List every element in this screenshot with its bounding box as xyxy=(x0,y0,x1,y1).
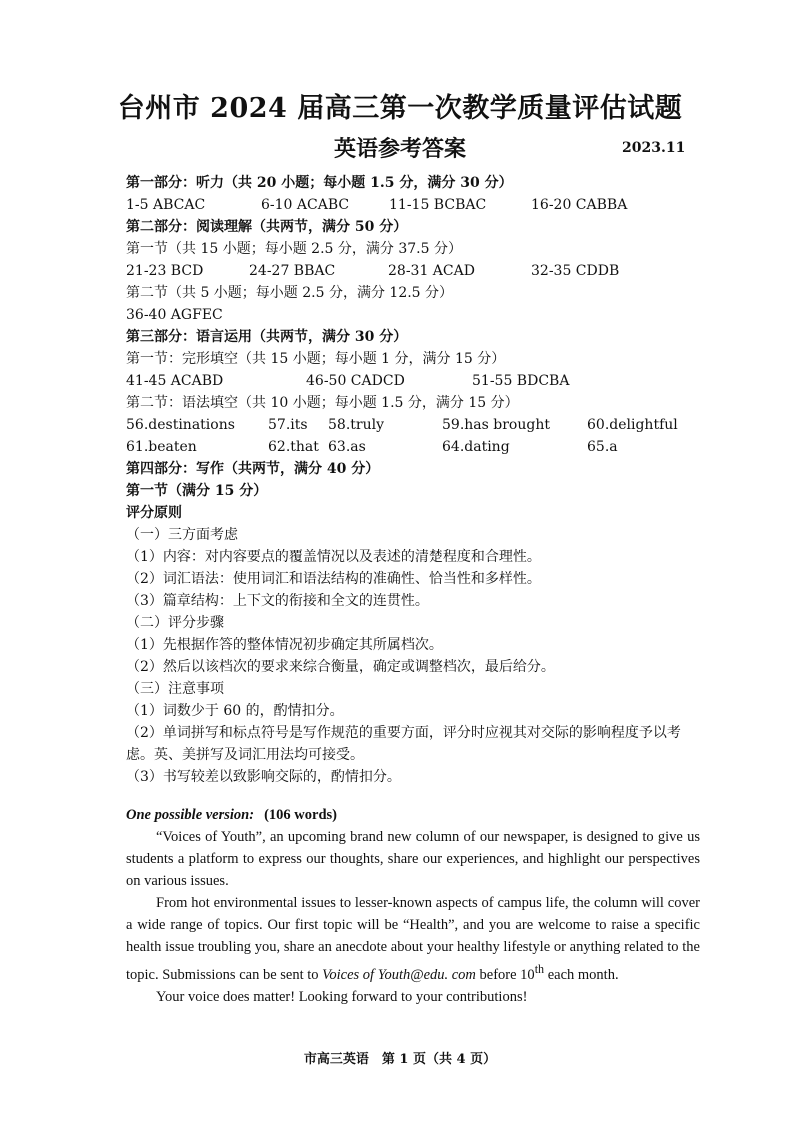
grammar-answers-row-1 xyxy=(126,414,706,436)
page-title: 台州市 2024 届高三第一次教学质量评估试题 xyxy=(117,93,683,124)
part3-section2-heading: 第二节：语法填空（共 10 小题；每小题 1.5 分，满分 15 分） xyxy=(126,395,519,411)
criteria-line: （1）词数少于 60 的，酌情扣分。 xyxy=(126,703,344,719)
criteria-line: （3）书写较差以致影响交际的，酌情扣分。 xyxy=(126,769,401,785)
part1-heading: 第一部分：听力（共 20 小题；每小题 1.5 分，满分 30 分） xyxy=(126,175,513,191)
answer-content xyxy=(126,172,706,788)
criteria-line: （2）词汇语法：使用词汇和语法结构的准确性、恰当性和多样性。 xyxy=(126,571,541,587)
grammar-answers-row-2 xyxy=(126,436,706,458)
grammar-answer: 57.its xyxy=(268,417,308,433)
grammar-answer: 63.as xyxy=(328,439,366,455)
essay-paragraph-1: “Voices of Youth”, an upcoming brand new column of our newspaper, is designed to give us students a platform to express our thoughts, share our experiences, and highlight our perspectives on various issues. xyxy=(126,829,700,889)
answer-group: 24-27 BBAC xyxy=(249,263,336,279)
answer-group: 16-20 CABBA xyxy=(531,197,628,213)
essay-text: before 10 xyxy=(475,966,535,983)
answer-group: 11-15 BCBAC xyxy=(389,197,487,213)
criteria-line: （1）先根据作答的整体情况初步确定其所属档次。 xyxy=(126,637,443,653)
answer-group: 41-45 ACABD xyxy=(126,373,224,389)
essay-header xyxy=(126,804,700,826)
part4-section1-heading: 第一节（满分 15 分） xyxy=(126,483,268,499)
answer-group: 28-31 ACAD xyxy=(388,263,475,279)
essay-text: each month. xyxy=(544,966,619,983)
answer-group: 6-10 ACABC xyxy=(261,197,350,213)
grammar-answer: 60.delightful xyxy=(587,417,678,433)
grammar-answer: 65.a xyxy=(587,439,618,455)
grammar-answer: 62.that xyxy=(268,439,319,455)
page-footer: 市高三英语 第 1 页（共 4 页） xyxy=(303,1052,497,1067)
criteria-line: （2）然后以该档次的要求来综合衡量，确定或调整档次，最后给分。 xyxy=(126,659,555,675)
part3-section1-heading: 第一节：完形填空（共 15 小题；每小题 1 分，满分 15 分） xyxy=(126,351,506,367)
part4-heading: 第四部分：写作（共两节，满分 40 分） xyxy=(126,461,380,477)
criteria-line: （三）注意事项 xyxy=(126,681,224,697)
grammar-answer: 56.destinations xyxy=(126,417,235,433)
part1-answers xyxy=(126,194,706,216)
criteria-line: （2）单词拼写和标点符号是写作规范的重要方面，评分时应视其对交际的影响程度予以考虑。英、美拼写及词汇用法均可接受。 xyxy=(126,725,681,763)
sample-essay xyxy=(126,804,700,1008)
essay-paragraph-3: Your voice does matter! Looking forward to your contributions! xyxy=(156,988,528,1005)
part2-section2-heading: 第二节（共 5 小题；每小题 2.5 分，满分 12.5 分） xyxy=(126,285,454,301)
part2-section1-answers xyxy=(126,260,706,282)
answer-group: 21-23 BCD xyxy=(126,263,204,279)
part3-section1-answers xyxy=(126,370,706,392)
grammar-answer: 58.truly xyxy=(328,417,384,433)
grammar-answer: 61.beaten xyxy=(126,439,197,455)
grammar-answer: 64.dating xyxy=(442,439,510,455)
essay-email: Voices of Youth@edu. com xyxy=(322,966,476,983)
essay-paragraph-2 xyxy=(126,892,700,986)
exam-date: 2023.11 xyxy=(622,140,686,156)
part3-heading: 第三部分：语言运用（共两节，满分 30 分） xyxy=(126,329,408,345)
criteria-line: （3）篇章结构：上下文的衔接和全文的连贯性。 xyxy=(126,593,429,609)
answer-group: 46-50 CADCD xyxy=(306,373,405,389)
criteria-line: （1）内容：对内容要点的覆盖情况以及表述的清楚程度和合理性。 xyxy=(126,549,541,565)
grammar-answer: 59.has brought xyxy=(442,417,550,433)
essay-superscript: th xyxy=(534,962,545,976)
part2-heading: 第二部分：阅读理解（共两节，满分 50 分） xyxy=(126,219,408,235)
criteria-title: 评分原则 xyxy=(126,505,182,521)
answer-group: 36-40 AGFEC xyxy=(126,307,223,323)
answer-group: 51-55 BDCBA xyxy=(472,373,570,389)
criteria-line: （二）评分步骤 xyxy=(126,615,224,631)
essay-text: From hot environmental issues to lesser-known aspects of campus life, the column will cover a wide range of topics. Our first topic will be “Health”, and you are welcome to raise a specific health issue troubling you, share an anecdote about your healthy lifestyle or anything related to the topic. Submissions can be sent to xyxy=(126,895,700,983)
answer-group: 1-5 ABCAC xyxy=(126,197,206,213)
page-subtitle: 英语参考答案 xyxy=(333,136,466,162)
part2-section2-answers xyxy=(126,304,706,326)
criteria-line: （一）三方面考虑 xyxy=(126,527,238,543)
answer-group: 32-35 CDDB xyxy=(531,263,620,279)
essay-word-count: (106 words) xyxy=(264,807,337,823)
part2-section1-heading: 第一节（共 15 小题；每小题 2.5 分，满分 37.5 分） xyxy=(126,241,462,257)
essay-label: One possible version: xyxy=(126,807,255,823)
